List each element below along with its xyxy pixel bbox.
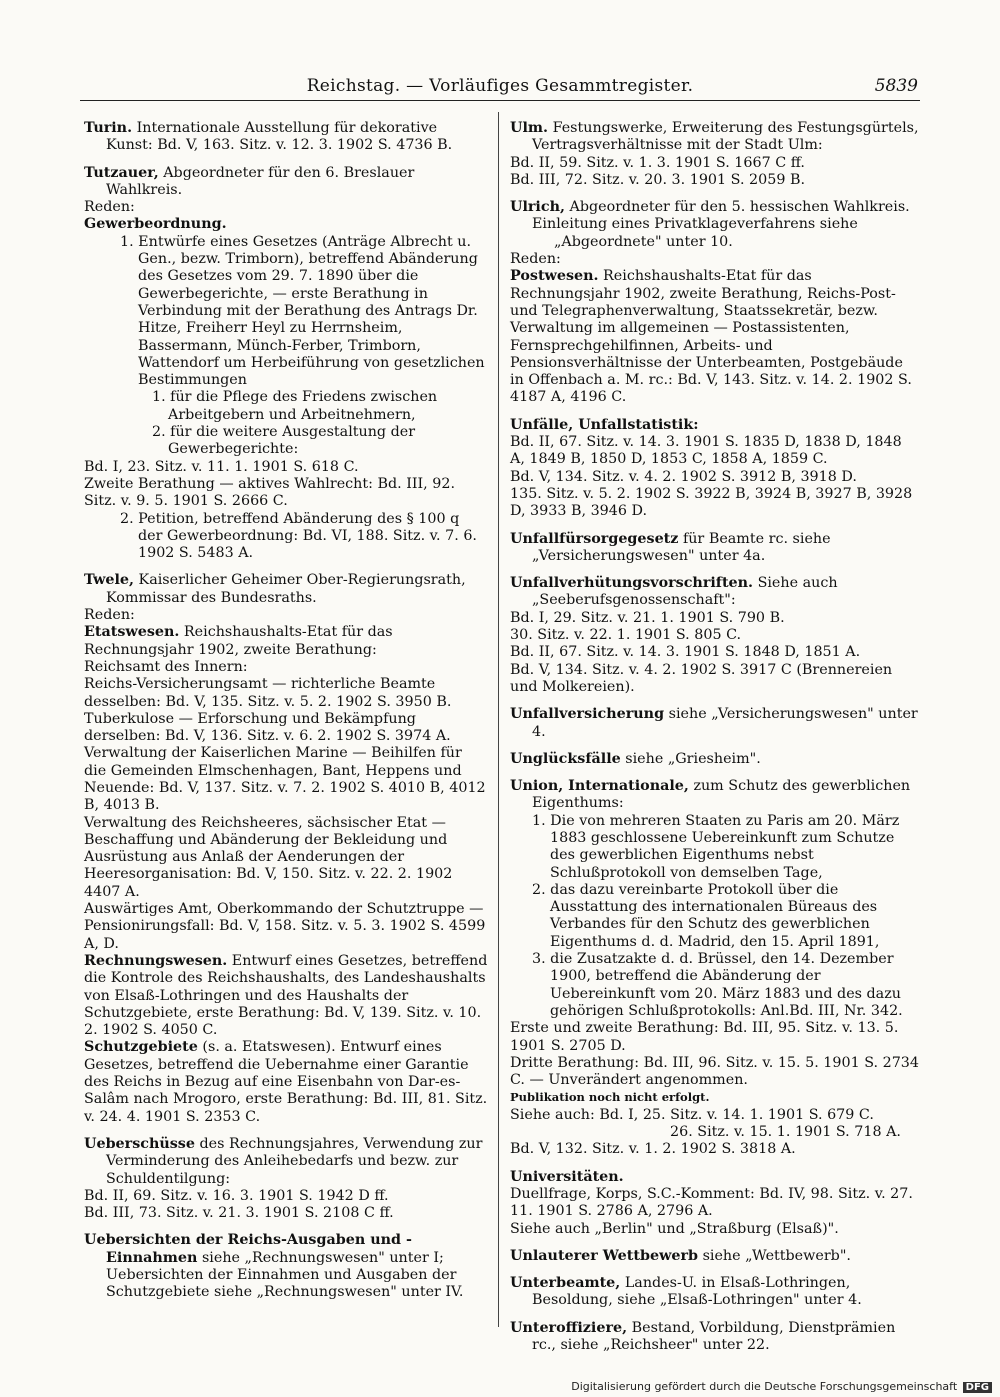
entry-union: [510, 778, 920, 1159]
running-title: Reichstag. — Vorläufiges Gesammtregister.: [306, 76, 694, 96]
entry-text: für Beamte rc. siehe „Versicherungswesen" unter 4a.: [532, 530, 831, 564]
page-header: [80, 74, 920, 101]
reference: Erste und zweite Berathung: Bd. III, 95. Sitz. v. 13. 5. 1901 S. 2705 D.: [510, 1020, 899, 1054]
entry-note: Einleitung eines Privatklageverfahrens siehe „Abgeordnete" unter 10.: [532, 216, 858, 250]
entry-unfallverhuetung: [510, 575, 920, 696]
reference: Bd. V, 134. Sitz. v. 4. 2. 1902 S. 3917 C (Brennereien und Molkereien).: [510, 661, 893, 695]
topic-text: (s. a. Etatswesen). Entwurf eines Gesetzes, betreffend die Uebernahme einer Garantie des Reichs in Bezug auf eine Eisenbahn von Dar-es-Salâm nach Mrogoro, erste Berathung: Bd. III, 81. Sitz. v. 24. 4. 1901 S. 2353 C.: [84, 1039, 488, 1125]
reference: Bd. II, 67. Sitz. v. 14. 3. 1901 S. 1835 D, 1838 D, 1848 A, 1849 B, 1850 D, 1853 C, 1858 A, 1859 C.: [510, 434, 902, 468]
entry-term: Unfälle, Unfallstatistik:: [510, 416, 699, 433]
reference: Dritte Berathung: Bd. III, 96. Sitz. v. 15. 5. 1901 S. 2734 C. — Unverändert angenommen.: [510, 1054, 919, 1089]
entry-term: Universitäten.: [510, 1168, 624, 1185]
topic-heading: Rechnungswesen.: [84, 952, 228, 969]
entry-unfallfuersorge: [510, 531, 920, 566]
entry-text: Landes-U. in Elsaß-Lothringen, Besoldung, siehe „Elsaß-Lothringen" unter 4.: [532, 1275, 862, 1309]
topic-heading: Gewerbeordnung.: [84, 216, 227, 233]
reference: Verwaltung des Reichsheeres, sächsischer Etat — Beschaffung und Abänderung der Bekleidung und Ausrüstung aus Anlaß der Aenderungen der Heeresorganisation: Bd. V, 150. Sitz. v. 22. 2. 1902 4407 A.: [84, 814, 453, 900]
topic-text: Reichshaushalts-Etat für das Rechnungsjahr 1902, zweite Berathung:: [84, 624, 393, 658]
reden-label: Reden:: [510, 251, 561, 268]
topic-heading: Postwesen.: [510, 268, 599, 285]
list-item: 2. für die weitere Ausgestaltung der Gewerbegerichte:: [152, 424, 416, 458]
list-item: 3. die Zusatzakte d. d. Brüssel, den 14. Dezember 1900, betreffend die Abänderung der Uebereinkunft vom 20. März 1883 und des dazu gehörigen Schlußprotokolls: Anl.Bd. III, Nr. 342.: [532, 951, 903, 1019]
reference: Bd. II, 69. Sitz. v. 16. 3. 1901 S. 1942 D ff.: [84, 1187, 389, 1204]
list-item: 1. Entwürfe eines Gesetzes (Anträge Albrecht u. Gen., bezw. Trimborn), betreffend Abänderung des Gesetzes vom 29. 7. 1890 über die Gewerbegerichte, — erste Berathung in Verbindung mit der Berathung des Antrags Dr. Hitze, Freiherr Heyl zu Herrnsheim, Bassermann, Münch-Ferber, Trimborn, Wattendorf um Herbeiführung von gesetzlichen Bestimmungen: [120, 233, 485, 389]
entry-term: Unlauterer Wettbewerb: [510, 1247, 699, 1264]
entry-term: Unterbeamte,: [510, 1275, 621, 1292]
reference: 26. Sitz. v. 15. 1. 1901 S. 718 A.: [670, 1124, 901, 1141]
entry-term: Uebersichten der Reichs-Ausgaben und -Einnahmen: [84, 1232, 412, 1266]
entry-text: siehe „Griesheim".: [625, 750, 761, 767]
entry-text: Abgeordneter für den 5. hessischen Wahlkreis.: [569, 199, 910, 216]
entry-term: Union, Internationale,: [510, 778, 689, 795]
column-divider: [498, 112, 499, 1327]
reference: Bd. III, 73. Sitz. v. 21. 3. 1901 S. 2108 C ff.: [84, 1205, 394, 1222]
subheading: Reichsamt des Innern:: [84, 658, 248, 675]
entry-term: Turin.: [84, 120, 133, 136]
reference: Siehe auch „Berlin" und „Straßburg (Elsaß)".: [510, 1220, 839, 1237]
entry-term: Unteroffiziere,: [510, 1319, 628, 1336]
reference: Bd. V, 134. Sitz. v. 4. 2. 1902 S. 3912 B, 3918 D.: [510, 468, 857, 485]
reference: Bd. III, 72. Sitz. v. 20. 3. 1901 S. 2059 B.: [510, 171, 806, 188]
entry-term: Unglücksfälle: [510, 750, 621, 767]
entry-term: Ueberschüsse: [84, 1135, 195, 1152]
entry-turin: [84, 120, 488, 155]
entry-text: siehe „Rechnungswesen" unter I; Uebersichten der Einnahmen und Ausgaben der Schutzgebiete siehe „Rechnungswesen" unter IV.: [106, 1249, 464, 1301]
publication-note: Publikation noch nicht erfolgt.: [510, 1090, 710, 1105]
list-item: 1. für die Pflege des Friedens zwischen Arbeitgebern und Arbeitnehmern,: [152, 389, 438, 423]
entry-twele: [84, 572, 488, 1126]
topic-text: Reichshaushalts-Etat für das Rechnungsjahr 1902, zweite Berathung, Reichs-Post- und Telegraphenverwaltung, Staatssekretär, bezw. Verwaltung im allgemeinen — Postassistenten, Fernsprechgehilfinnen, Arbeits- und Pensionsverhältnisse der Unterbeamten, Postgebäude in Offenbach a. M. rc.: Bd. V, 143. Sitz. v. 14. 2. 1902 S. 4187 A, 4196 C.: [510, 268, 912, 406]
entry-universitaeten: [510, 1169, 920, 1238]
topic-text: Entwurf eines Gesetzes, betreffend die Kontrole des Reichshaushalts, des Landeshaushalts von Elsaß-Lothringen und des Haushalts der Schutzgebiete, erste Berathung: Bd. V, 139. Sitz. v. 10. 2. 1902 S. 4050 C.: [84, 952, 488, 1039]
list-item: 1. Die von mehreren Staaten zu Paris am 20. März 1883 geschlossene Uebereinkunft zum Schutze des gewerblichen Eigenthums nebst Schlußprotokoll von demselben Tage,: [532, 812, 900, 881]
topic-heading: Etatswesen.: [84, 624, 180, 641]
entry-uebersichten: [84, 1232, 488, 1301]
entry-unteroffiziere: [510, 1320, 920, 1355]
entry-unterbeamte: [510, 1275, 920, 1310]
entry-term: Tutzauer,: [84, 164, 159, 181]
entry-wettbewerb: [510, 1248, 920, 1265]
entry-text: Siehe auch „Seeberufsgenossenschaft":: [532, 575, 838, 609]
credit-text: Digitalisierung gefördert durch die Deutsche Forschungsgemeinschaft: [571, 1380, 958, 1393]
reference: Zweite Berathung — aktives Wahlrecht: Bd. III, 92. Sitz. v. 9. 5. 1901 S. 2666 C.: [84, 475, 455, 510]
reden-label: Reden:: [84, 607, 135, 624]
reference: Verwaltung der Kaiserlichen Marine — Beihilfen für die Gemeinden Elmschenhagen, Bant, Heppens und Neuende: Bd. V, 137. Sitz. v. 7. 2. 1902 S. 4010 B, 4012 B, 4013 B.: [84, 745, 486, 814]
reden-label: Reden:: [84, 199, 135, 216]
page-number: 5839: [874, 76, 918, 96]
reference: Reichs-Versicherungsamt — richterliche Beamte desselben: Bd. V, 135. Sitz. v. 5. 2. 1902 S. 3950 B.: [84, 676, 452, 710]
reference: 30. Sitz. v. 22. 1. 1901 S. 805 C.: [510, 627, 742, 644]
reference: Bd. I, 29. Sitz. v. 21. 1. 1901 S. 790 B.: [510, 609, 785, 626]
entry-text: Internationale Ausstellung für dekorative Kunst: Bd. V, 163. Sitz. v. 12. 3. 1902 S. 4736 B.: [106, 120, 453, 154]
entry-ulrich: [510, 199, 920, 407]
entry-text: siehe „Versicherungswesen" unter 4.: [532, 706, 918, 740]
reference: 135. Sitz. v. 5. 2. 1902 S. 3922 B, 3924 B, 3927 B, 3928 D, 3933 B, 3946 D.: [510, 485, 913, 520]
reference: Auswärtiges Amt, Oberkommando der Schutztruppe — Pensionirungsfall: Bd. V, 158. Sitz. v. 5. 3. 1902 S. 4599 A, D.: [84, 901, 486, 952]
entry-ulm: [510, 120, 920, 189]
entry-unfaelle: [510, 417, 920, 521]
reference: Bd. II, 67. Sitz. v. 14. 3. 1901 S. 1848 D, 1851 A.: [510, 644, 861, 661]
entry-text: Bestand, Vorbildung, Dienstprämien rc., siehe „Reichsheer" unter 22.: [532, 1319, 896, 1353]
entry-term: Unfallverhütungsvorschriften.: [510, 575, 754, 592]
entry-text: des Rechnungsjahres, Verwendung zur Verminderung des Anleihebedarfs und bezw. zur Schuldentilgung:: [106, 1135, 483, 1187]
entry-tutzauer: [84, 165, 488, 563]
entry-term: Ulrich,: [510, 199, 565, 216]
reference: Tuberkulose — Erforschung und Bekämpfung derselben: Bd. V, 136. Sitz. v. 6. 2. 1902 S. 3974 A.: [84, 710, 451, 745]
entry-term: Unfallfürsorgegesetz: [510, 530, 679, 547]
entry-ungluecksfaelle: [510, 751, 920, 768]
entry-text: Kaiserlicher Geheimer Ober-Regierungsrath, Kommissar des Bundesraths.: [106, 572, 466, 606]
entry-text: zum Schutz des gewerblichen Eigenthums:: [532, 778, 911, 812]
right-column: [510, 120, 920, 1364]
entry-term: Twele,: [84, 572, 134, 589]
list-item: 2. das dazu vereinbarte Protokoll über die Ausstattung des internationalen Büreaus des Verbandes für den Schutz des gewerblichen Eigenthums d. d. Madrid, den 15. April 1891,: [532, 881, 880, 950]
entry-text: Abgeordneter für den 6. Breslauer Wahlkreis.: [106, 164, 415, 198]
reference: Duellfrage, Korps, S.C.-Komment: Bd. IV, 98. Sitz. v. 27. 11. 1901 S. 2786 A, 2796 A.: [510, 1185, 913, 1220]
entry-term: Unfallversicherung: [510, 706, 665, 723]
reference: Bd. V, 132. Sitz. v. 1. 2. 1902 S. 3818 A.: [510, 1141, 796, 1158]
topic-heading: Schutzgebiete: [84, 1039, 198, 1056]
reference: Bd. I, 23. Sitz. v. 11. 1. 1901 S. 618 C.: [84, 458, 359, 475]
entry-term: Ulm.: [510, 120, 549, 136]
dfg-logo: DFG: [963, 1382, 992, 1393]
entry-unfallversicherung: [510, 706, 920, 741]
list-item: 2. Petition, betreffend Abänderung des § 100 q der Gewerbeordnung: Bd. VI, 188. Sitz. v. 7. 6. 1902 S. 5483 A.: [120, 510, 477, 562]
reference: Bd. II, 59. Sitz. v. 1. 3. 1901 S. 1667 C ff.: [510, 154, 805, 171]
entry-text: Festungswerke, Erweiterung des Festungsgürtels, Vertragsverhältnisse mit der Stadt Ulm:: [532, 120, 919, 154]
digitization-credit: [571, 1380, 992, 1393]
entry-text: siehe „Wettbewerb".: [702, 1247, 851, 1264]
reference: Siehe auch: Bd. I, 25. Sitz. v. 14. 1. 1901 S. 679 C.: [510, 1106, 874, 1123]
entry-ueberschuesse: [84, 1136, 488, 1222]
left-column: [84, 120, 488, 1312]
